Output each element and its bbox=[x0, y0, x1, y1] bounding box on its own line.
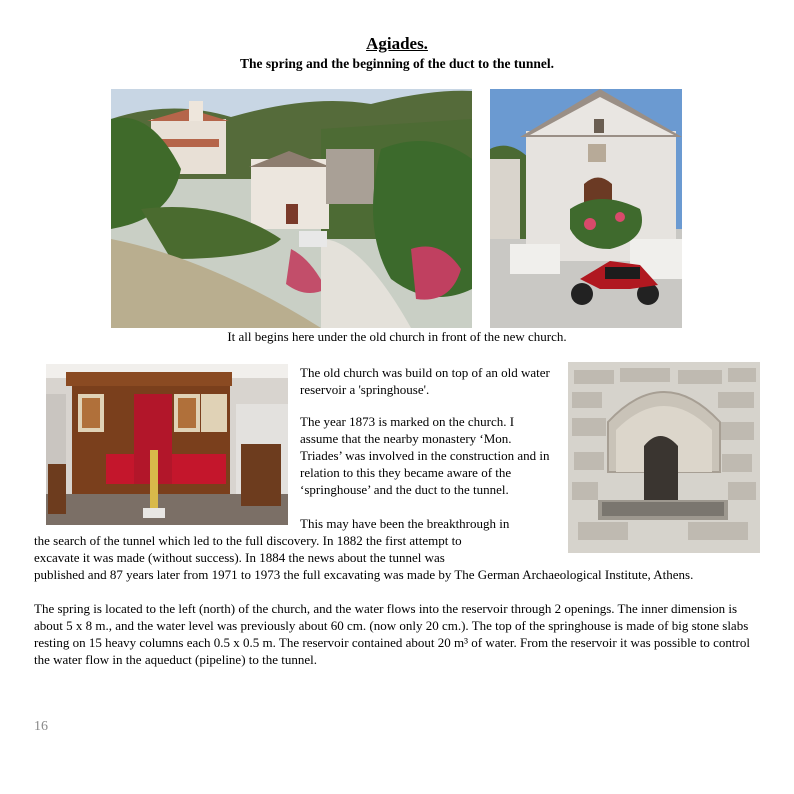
paragraph-line-1: the search of the tunnel which led to the full discovery. In 1882 the first attempt to bbox=[34, 533, 462, 548]
top-photos-caption: It all begins here under the old church in front of the new church. bbox=[227, 329, 567, 344]
intro-paragraph-1: The old church was build on top of an old water reservoir a 'springhouse'. bbox=[300, 365, 550, 397]
page-title: Agiades. bbox=[366, 34, 428, 53]
page-subtitle: The spring and the beginning of the duct to the tunnel. bbox=[240, 56, 554, 71]
spring-paragraph: The spring is located to the left (north) of the church, and the water flows into the reservoir through 2 openings. The inner dimension is about 5 x 8 m., and the water level was previously about 60 cm. (now only 20 cm.). The top of the springhouse is made of big stone slabs resting on 15 heavy columns each 0.5 x 0.5 m. The reservoir contained about 20 m³ of water. From the reservoir it was possible to control the water flow in the aqueduct (pipeline) to the tunnel. bbox=[34, 601, 750, 667]
church-interior-photo bbox=[46, 364, 288, 525]
intro-paragraph-2: The year 1873 is marked on the church. I assume that the nearby monastery ‘Mon. Triades’ was involved in the construction and in relation to this they became aware of the ‘springhouse’ and the duct to the tunnel. bbox=[300, 414, 550, 497]
church-motorcycle-photo bbox=[490, 89, 682, 328]
stone-arch-photo bbox=[568, 362, 760, 553]
intro-paragraph-3: This may have been the breakthrough in bbox=[300, 516, 510, 531]
page-number: 16 bbox=[34, 719, 48, 734]
village-churches-photo bbox=[111, 89, 472, 328]
paragraph-line-3: published and 87 years later from 1971 to 1973 the full excavating was made by The German Archaeological Institute, Athens. bbox=[34, 567, 694, 582]
paragraph-line-2: excavate it was made (without success). In 1884 the news about the tunnel was bbox=[34, 550, 445, 565]
